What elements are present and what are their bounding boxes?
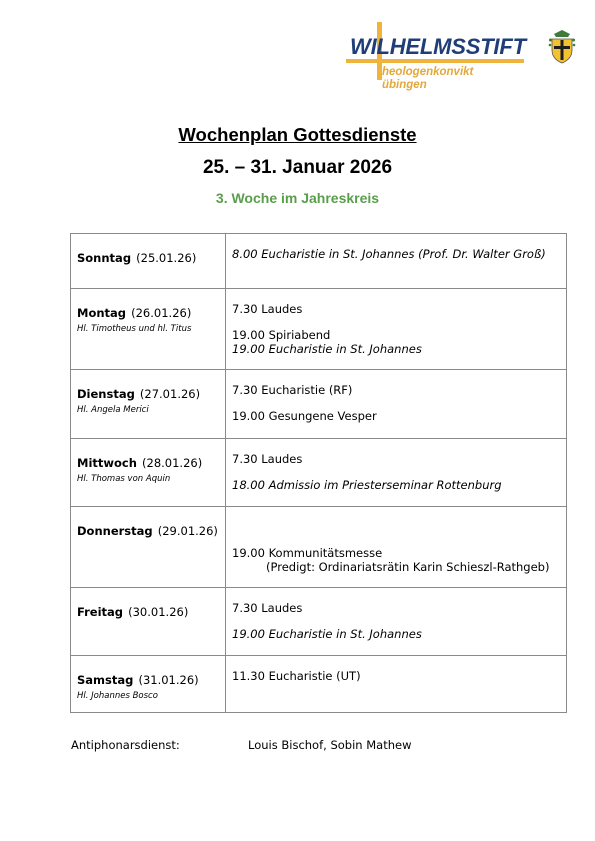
event-item: 19.00 Eucharistie in St. Johannes — [232, 627, 422, 641]
events-cell — [226, 370, 567, 439]
day-name: Samstag — [77, 673, 134, 687]
day-date: (27.01.26) — [139, 387, 201, 401]
page-title: Wochenplan Gottesdienste — [178, 124, 417, 145]
antiphonar-value: Louis Bischof, Sobin Mathew — [248, 738, 412, 752]
day-date: (30.01.26) — [128, 605, 189, 619]
logo-subtitle-1: heologenkonvikt — [382, 66, 474, 78]
saint-of-day: Hl. Timotheus und hl. Titus — [77, 324, 192, 334]
day-name: Freitag — [77, 605, 124, 619]
day-cell — [71, 507, 226, 588]
table-row-donnerstag — [71, 507, 567, 588]
event-item: 11.30 Eucharistie (UT) — [232, 669, 361, 683]
event-item: (Predigt: Ordinariatsrätin Karin Schieszl-Rathgeb) — [266, 560, 550, 574]
liturgical-week: 3. Woche im Jahreskreis — [215, 190, 380, 206]
date-range: 25. – 31. Januar 2026 — [202, 157, 393, 178]
day-name: Dienstag — [77, 387, 135, 401]
events-cell — [226, 439, 567, 507]
wilhelmsstift-logo — [340, 18, 580, 98]
event-item: 7.30 Laudes — [232, 601, 303, 615]
logo-subtitle-2: übingen — [382, 79, 427, 91]
day-date: (26.01.26) — [131, 306, 192, 320]
events-cell — [226, 289, 567, 370]
schedule-table — [70, 233, 567, 713]
saint-of-day: Hl. Angela Merici — [77, 405, 149, 415]
event-item: 7.30 Laudes — [232, 452, 303, 466]
day-cell — [71, 439, 226, 507]
table-row-samstag — [71, 656, 567, 713]
event-item: 7.30 Eucharistie (RF) — [232, 383, 353, 397]
events-cell — [226, 507, 567, 588]
event-item: 18.00 Admissio im Priesterseminar Rottenburg — [232, 478, 502, 492]
day-name: Montag — [77, 306, 127, 320]
day-name: Donnerstag — [77, 524, 153, 538]
day-date: (25.01.26) — [136, 251, 197, 265]
day-name: Mittwoch — [77, 456, 137, 470]
event-item: 19.00 Spiriabend — [232, 328, 331, 342]
table-row-montag — [71, 289, 567, 370]
event-item: 19.00 Eucharistie in St. Johannes — [232, 342, 422, 356]
saint-of-day: Hl. Thomas von Aquin — [77, 474, 171, 484]
event-item: 8.00 Eucharistie in St. Johannes (Prof. Dr. Walter Groß) — [232, 247, 546, 261]
day-date: (28.01.26) — [142, 456, 203, 470]
event-item: 19.00 Gesungene Vesper — [232, 409, 377, 423]
day-cell — [71, 234, 226, 289]
events-cell — [226, 656, 567, 713]
saint-of-day: Hl. Johannes Bosco — [77, 691, 158, 701]
day-cell — [71, 370, 226, 439]
antiphonar-label: Antiphonarsdienst: — [71, 738, 180, 752]
day-date: (31.01.26) — [138, 673, 199, 687]
crest-icon — [548, 28, 576, 64]
logo-name: WILHELMSSTIFT — [350, 34, 526, 59]
day-cell — [71, 588, 226, 656]
day-name: Sonntag — [77, 251, 132, 265]
event-item: 7.30 Laudes — [232, 302, 303, 316]
table-row-mittwoch — [71, 439, 567, 507]
day-cell — [71, 289, 226, 370]
day-cell — [71, 656, 226, 713]
event-item: 19.00 Kommunitätsmesse — [232, 546, 383, 560]
logo-horizontal-bar — [346, 59, 524, 63]
events-cell — [226, 234, 567, 289]
events-cell — [226, 588, 567, 656]
day-date: (29.01.26) — [157, 524, 218, 538]
table-row-freitag — [71, 588, 567, 656]
table-row-sonntag — [71, 234, 567, 289]
table-row-dienstag — [71, 370, 567, 439]
